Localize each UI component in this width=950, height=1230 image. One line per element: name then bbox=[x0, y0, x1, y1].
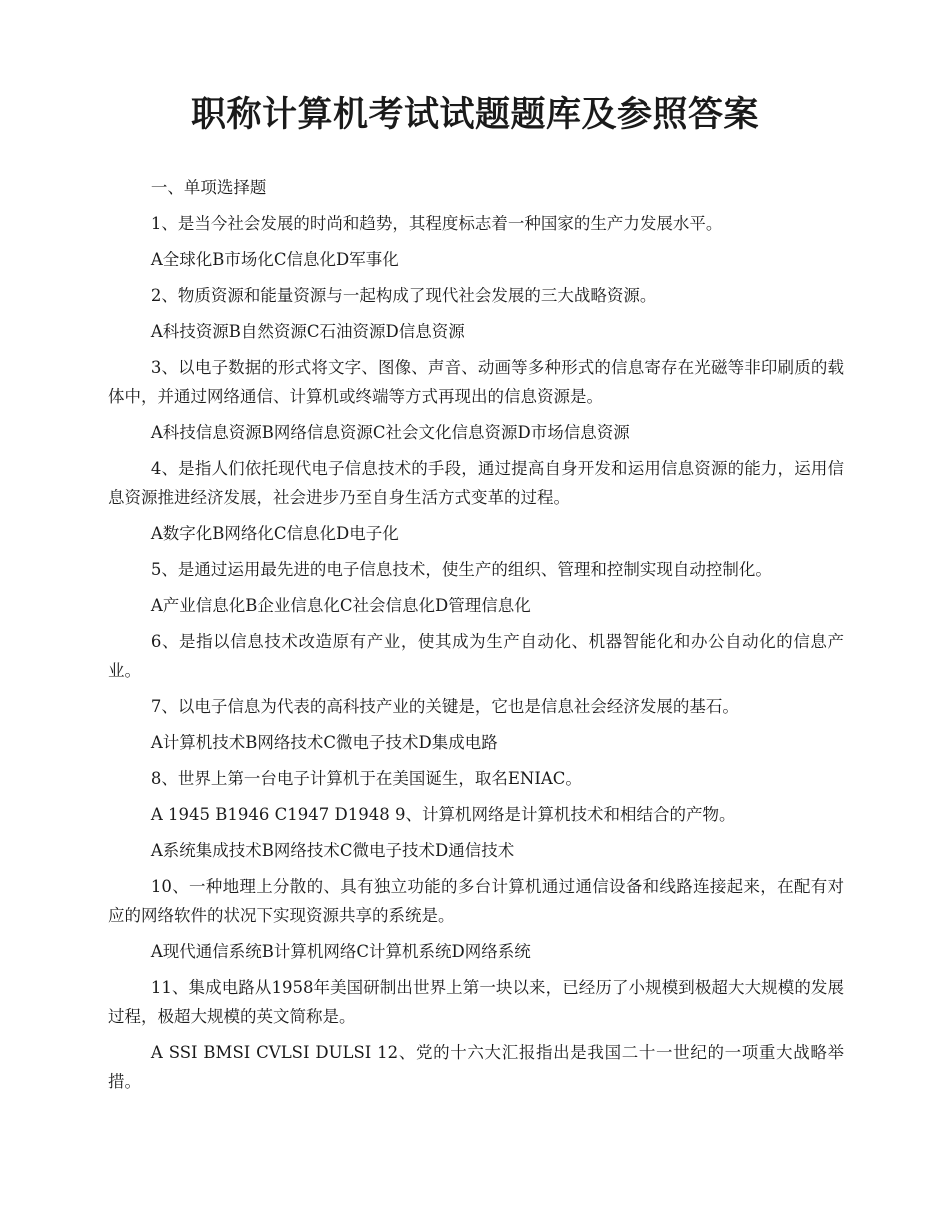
options-9: A系统集成技术B网络技术C微电子技术D通信技术 bbox=[150, 841, 515, 860]
section-heading: 一、单项选择题 bbox=[150, 178, 267, 197]
question-5: 5、是通过运用最先进的电子信息技术，使生产的组织、管理和控制实现自动控制化。 bbox=[150, 560, 772, 579]
document-title: 职称计算机考试试题题库及参照答案 bbox=[190, 95, 759, 135]
options-1: A全球化B市场化C信息化D军事化 bbox=[150, 250, 399, 269]
document-body bbox=[108, 170, 844, 1100]
question-6: 6、是指以信息技术改造原有产业，使其成为生产自动化、机器智能化和办公自动化的信息产业。 bbox=[108, 632, 844, 680]
question-4: 4、是指人们依托现代电子信息技术的手段，通过提高自身开发和运用信息资源的能力，运用信息资源推进经济发展，社会进步乃至自身生活方式变革的过程。 bbox=[108, 459, 844, 507]
options-10: A现代通信系统B计算机网络C计算机系统D网络系统 bbox=[150, 942, 531, 961]
options-4: A数字化B网络化C信息化D电子化 bbox=[150, 524, 399, 543]
options-2: A科技资源B自然资源C石油资源D信息资源 bbox=[150, 322, 465, 341]
question-2: 2、物质资源和能量资源与一起构成了现代社会发展的三大战略资源。 bbox=[150, 286, 657, 305]
options-5: A产业信息化B企业信息化C社会信息化D管理信息化 bbox=[150, 596, 531, 615]
options-7: A计算机技术B网络技术C微电子技术D集成电路 bbox=[150, 733, 498, 752]
question-7: 7、以电子信息为代表的高科技产业的关键是，它也是信息社会经济发展的基石。 bbox=[150, 697, 739, 716]
question-8: 8、世界上第一台电子计算机于在美国诞生，取名ENIAC。 bbox=[150, 769, 582, 788]
options-11-question-12: A SSI BMSI CVLSI DULSI 12、党的十六大汇报指出是我国二十一世纪的一项重大战略举措。 bbox=[108, 1043, 844, 1091]
options-3: A科技信息资源B网络信息资源C社会文化信息资源D市场信息资源 bbox=[150, 423, 630, 442]
question-10: 10、一种地理上分散的、具有独立功能的多台计算机通过通信设备和线路连接起来，在配有对应的网络软件的状况下实现资源共享的系统是。 bbox=[108, 877, 844, 925]
question-1: 1、是当今社会发展的时尚和趋势，其程度标志着一种国家的生产力发展水平。 bbox=[150, 214, 723, 233]
question-11: 11、集成电路从1958年美国研制出世界上第一块以来，已经历了小规模到极超大大规模的发展过程，极超大规模的英文简称是。 bbox=[108, 978, 844, 1026]
question-3: 3、以电子数据的形式将文字、图像、声音、动画等多种形式的信息寄存在光磁等非印刷质的载体中，并通过网络通信、计算机或终端等方式再现出的信息资源是。 bbox=[108, 358, 844, 406]
options-8-question-9: A 1945 B1946 C1947 D1948 9、计算机网络是计算机技术和相结合的产物。 bbox=[150, 805, 736, 824]
